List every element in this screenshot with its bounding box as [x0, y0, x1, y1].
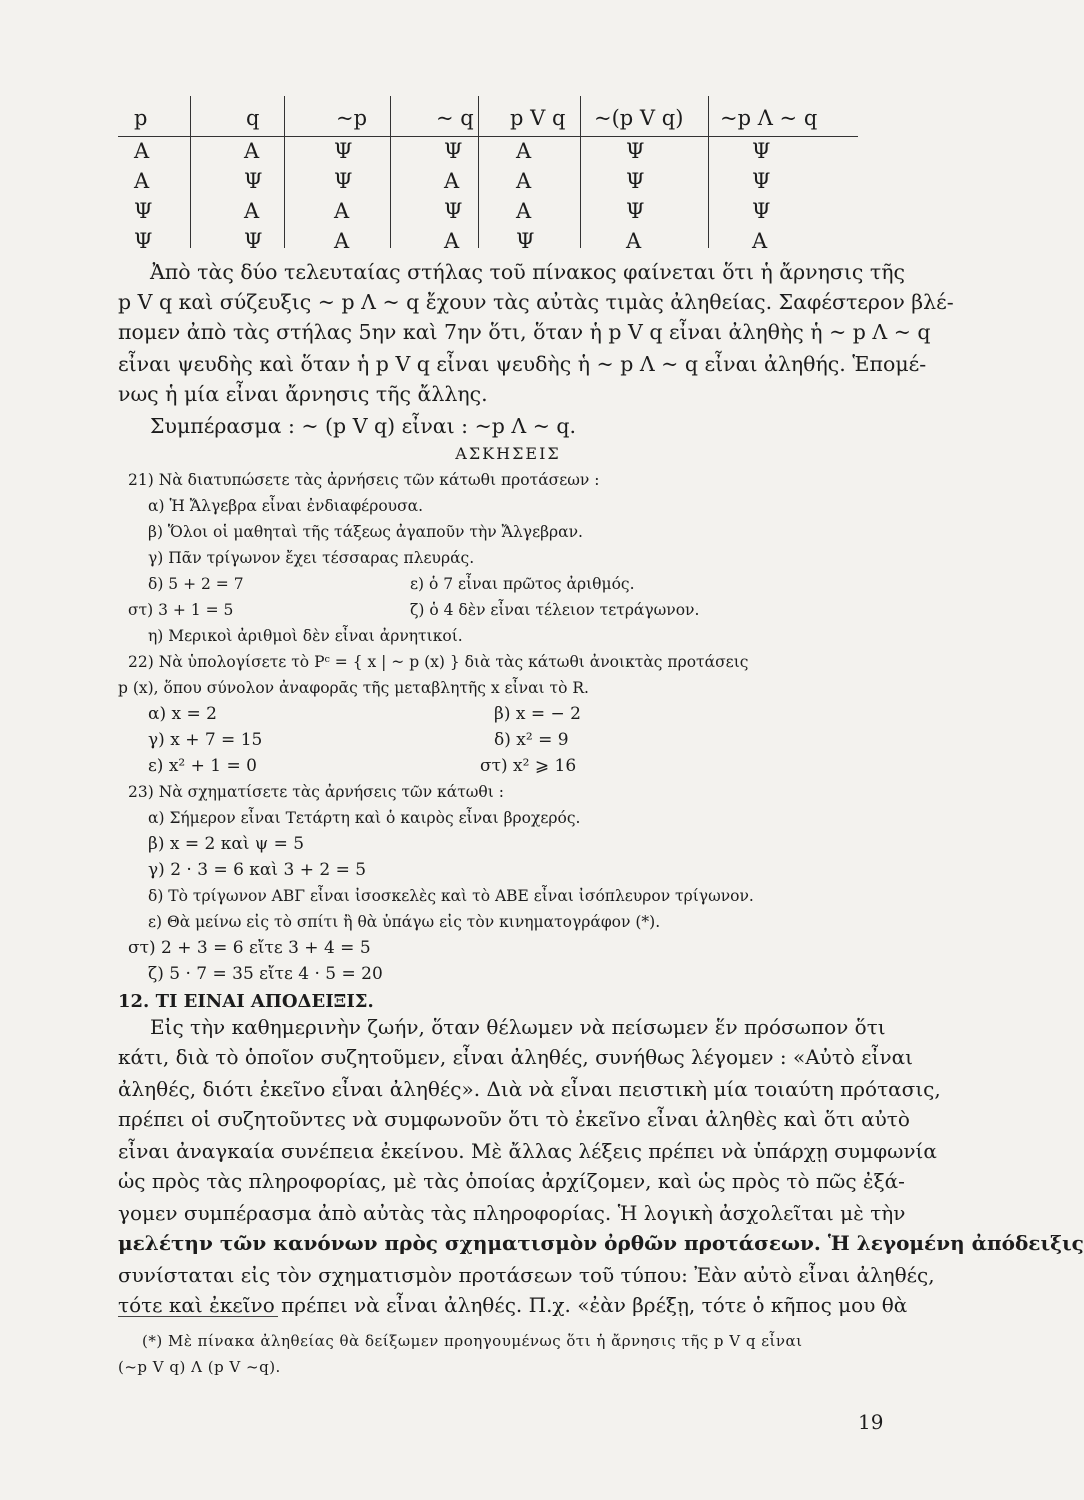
cell: Ψ [444, 139, 463, 163]
cell: Ψ [752, 169, 771, 193]
cell: Α [516, 169, 532, 193]
cell: Ψ [334, 169, 353, 193]
cell: Α [444, 229, 460, 253]
col-header-q: q [246, 106, 260, 130]
cell: Α [244, 139, 260, 163]
exercises-heading: ΑΣΚΗΣΕΙΣ [455, 444, 561, 463]
section-12-line: κάτι, διὰ τὸ ὁποῖον συζητοῦμεν, εἶναι ἀληθές, συνήθως λέγομεν : «Αὐτὸ εἶναι [118, 1045, 914, 1069]
cell: Ψ [626, 199, 645, 223]
section-12-line: ὡς πρὸς τὰς πληροφορίας, μὲ τὰς ὁποίας ἀρχίζομεν, καὶ ὡς πρὸς τὸ πῶς ἐξά- [118, 1169, 905, 1193]
cell: Ψ [244, 229, 263, 253]
exercise-22-line2: p (x), ὅπου σύνολον ἀναφορᾶς τῆς μεταβλητῆς x εἶναι τὸ R. [118, 679, 589, 697]
intro-line: p V q καὶ σύζευξις ~ p Λ ~ q ἔχουν τὰς αὐτὰς τιμὰς ἀληθείας. Σαφέστερον βλέ- [118, 290, 954, 314]
exercise-21-b: β) Ὅλοι οἱ μαθηταὶ τῆς τάξεως ἀγαποῦν τὴν Ἄλγεβραν. [148, 523, 583, 541]
exercise-23-st: στ) 2 + 3 = 6 εἴτε 3 + 4 = 5 [128, 938, 371, 958]
exercise-22-a: α) x = 2 [148, 704, 217, 724]
truth-table-row [118, 167, 858, 197]
col-header-not-p-and-not-q: ~p Λ ~ q [720, 106, 818, 130]
truth-table-row [118, 197, 858, 227]
exercise-23-a: α) Σήμερον εἶναι Τετάρτη καὶ ὁ καιρὸς εἶναι βροχερός. [148, 809, 581, 827]
cell: Ψ [134, 229, 153, 253]
exercise-23-d: δ) Τὸ τρίγωνον ΑΒΓ εἶναι ἰσοσκελὲς καὶ τὸ ΑΒΕ εἶναι ἰσόπλευρον τρίγωνον. [148, 887, 754, 905]
exercise-22-c: γ) x + 7 = 15 [148, 730, 263, 750]
section-12-title: 12. ΤΙ ΕΙΝΑΙ ΑΠΟΔΕΙΞΙΣ. [118, 991, 374, 1012]
exercise-21-d: δ) 5 + 2 = 7 [148, 575, 244, 593]
footnote-rule [118, 1316, 278, 1317]
table-divider [390, 96, 391, 248]
exercise-21-z: ζ) ὁ 4 δὲν εἶναι τέλειον τετράγωνον. [410, 601, 700, 619]
exercise-23-title: 23) Νὰ σχηματίσετε τὰς ἀρνήσεις τῶν κάτωθι : [128, 783, 504, 801]
intro-line: πομεν ἀπὸ τὰς στήλας 5ην καὶ 7ην ὅτι, ὅταν ἡ p V q εἶναι ἀληθὴς ἡ ~ p Λ ~ q [118, 320, 931, 344]
exercise-21-e: ε) ὁ 7 εἶναι πρῶτος ἀριθμός. [410, 575, 635, 593]
exercise-22-d: δ) x² = 9 [494, 730, 569, 750]
exercise-22-line1: 22) Νὰ ὑπολογίσετε τὸ Pᶜ = { x | ~ p (x) } διὰ τὰς κάτωθι ἀνοικτὰς προτάσεις [128, 653, 749, 671]
exercise-23-z: ζ) 5 · 7 = 35 εἴτε 4 · 5 = 20 [148, 964, 383, 984]
exercise-22-st: στ) x² ⩾ 16 [480, 756, 577, 776]
cell: Ψ [516, 229, 535, 253]
truth-table-row [118, 137, 858, 167]
exercise-22-b: β) x = − 2 [494, 704, 581, 724]
cell: Α [626, 229, 642, 253]
cell: Α [516, 139, 532, 163]
footnote-line2: (~p V q) Λ (p V ~q). [118, 1358, 281, 1376]
col-header-p-or-q: p V q [510, 106, 566, 130]
cell: Ψ [444, 199, 463, 223]
exercise-21-a: α) Ἡ Ἄλγεβρα εἶναι ἐνδιαφέρουσα. [148, 497, 424, 515]
cell: Α [134, 169, 150, 193]
cell: Ψ [244, 169, 263, 193]
exercise-21-st: στ) 3 + 1 = 5 [128, 601, 234, 619]
exercise-23-c: γ) 2 · 3 = 6 καὶ 3 + 2 = 5 [148, 860, 367, 880]
page-number: 19 [858, 1410, 884, 1434]
conclusion: Συμπέρασμα : ~ (p V q) εἶναι : ~p Λ ~ q. [150, 414, 577, 438]
cell: Α [444, 169, 460, 193]
section-12-line: ἀληθές, διότι ἐκεῖνο εἶναι ἀληθές». Διὰ νὰ εἶναι πειστικὴ μία τοιαύτη πρότασις, [118, 1077, 941, 1101]
exercise-21-title: 21) Νὰ διατυπώσετε τὰς ἀρνήσεις τῶν κάτωθι προτάσεων : [128, 471, 600, 489]
section-12-line: τότε καὶ ἐκεῖνο πρέπει νὰ εἶναι ἀληθές. Π.χ. «ἐὰν βρέξῃ, τότε ὁ κῆπος μου θὰ [118, 1293, 908, 1317]
cell: Ψ [626, 169, 645, 193]
exercise-22-e: ε) x² + 1 = 0 [148, 756, 257, 776]
section-12-line: συνίσταται εἰς τὸν σχηματισμὸν προτάσεων τοῦ τύπου: Ἐὰν αὐτὸ εἶναι ἀληθές, [118, 1263, 935, 1287]
table-divider [478, 96, 479, 248]
section-12-line: Εἰς τὴν καθημερινὴν ζωήν, ὅταν θέλωμεν νὰ πείσωμεν ἕν πρόσωπον ὅτι [150, 1015, 886, 1039]
truth-table-header [118, 104, 858, 137]
cell: Α [334, 199, 350, 223]
cell: Α [244, 199, 260, 223]
cell: Α [516, 199, 532, 223]
table-divider [284, 96, 285, 248]
table-divider [580, 96, 581, 248]
intro-line: νως ἡ μία εἶναι ἄρνησις τῆς ἄλλης. [118, 382, 488, 406]
cell: Ψ [626, 139, 645, 163]
cell: Ψ [334, 139, 353, 163]
truth-table-row [118, 227, 858, 257]
exercise-23-e: ε) Θὰ μείνω εἰς τὸ σπίτι ἢ θὰ ὑπάγω εἰς τὸν κινηματογράφον (*). [148, 913, 661, 931]
col-header-not-q: ~ q [436, 106, 474, 130]
table-divider [708, 96, 709, 248]
table-divider [190, 96, 191, 248]
footnote-line1: (*) Μὲ πίνακα ἀληθείας θὰ δείξωμεν προηγουμένως ὅτι ἡ ἄρνησις τῆς p V q εἶναι [142, 1332, 803, 1350]
col-header-p: p [134, 106, 148, 130]
cell: Α [134, 139, 150, 163]
cell: Ψ [134, 199, 153, 223]
exercise-23-b: β) x = 2 καὶ ψ = 5 [148, 834, 305, 854]
intro-line: εἶναι ψευδὴς καὶ ὅταν ἡ p V q εἶναι ψευδὴς ἡ ~ p Λ ~ q εἶναι ἀληθής. Ἑπομέ- [118, 352, 927, 376]
cell: Α [334, 229, 350, 253]
col-header-not-p-or-q: ~(p V q) [594, 106, 684, 130]
exercise-21-c: γ) Πᾶν τρίγωνον ἔχει τέσσαρας πλευράς. [148, 549, 475, 567]
col-header-not-p: ~p [336, 106, 368, 130]
section-12-line: μελέτην τῶν κανόνων πρὸς σχηματισμὸν ὀρθῶν προτάσεων. Ἡ λεγομένη ἀπόδειξις [118, 1231, 1084, 1255]
exercise-21-h: η) Μερικοὶ ἀριθμοὶ δὲν εἶναι ἀρνητικοί. [148, 627, 463, 645]
intro-line: Ἀπὸ τὰς δύο τελευταίας στήλας τοῦ πίνακος φαίνεται ὅτι ἡ ἄρνησις τῆς [150, 260, 906, 284]
truth-table [118, 104, 858, 257]
cell: Ψ [752, 139, 771, 163]
section-12-line: γομεν συμπέρασμα ἀπὸ αὐτὰς τὰς πληροφορίας. Ἡ λογικὴ ἀσχολεῖται μὲ τὴν [118, 1201, 906, 1225]
cell: Ψ [752, 199, 771, 223]
section-12-line: πρέπει οἱ συζητοῦντες νὰ συμφωνοῦν ὅτι τὸ ἐκεῖνο εἶναι ἀληθὲς καὶ ὅτι αὐτὸ [118, 1107, 910, 1131]
cell: Α [752, 229, 768, 253]
section-12-line: εἶναι ἀναγκαία συνέπεια ἐκείνου. Μὲ ἄλλας λέξεις πρέπει νὰ ὑπάρχῃ συμφωνία [118, 1139, 937, 1163]
